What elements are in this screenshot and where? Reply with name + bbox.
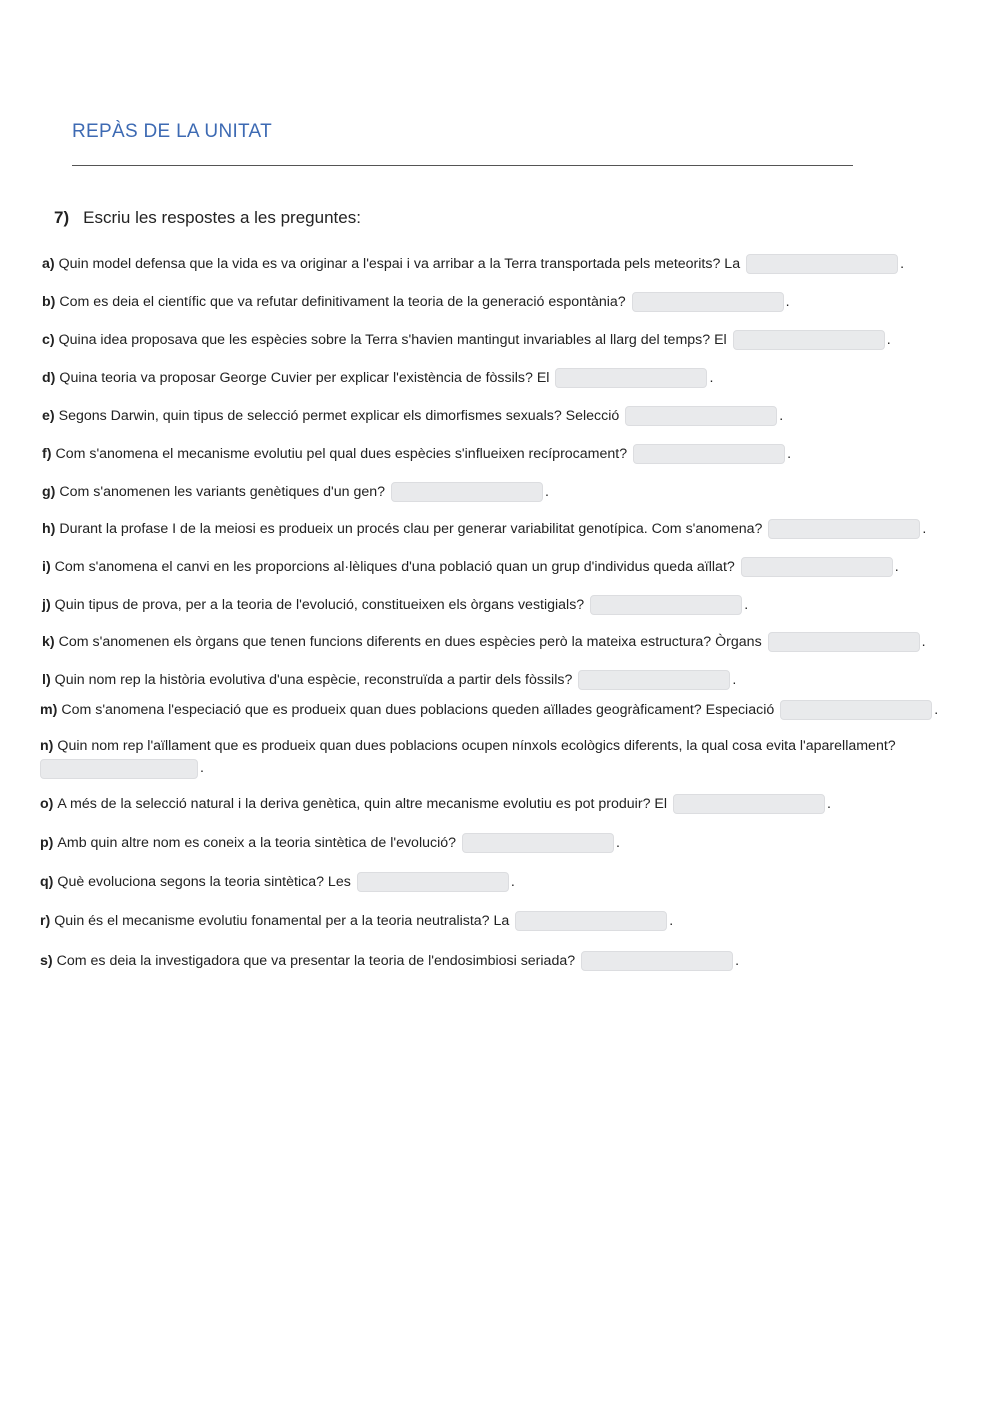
question-r (40, 911, 673, 931)
answer-input-p[interactable] (462, 833, 614, 853)
question-letter: b) (42, 294, 56, 310)
question-o (40, 794, 831, 814)
question-l (42, 670, 736, 690)
question-text: Què evoluciona segons la teoria sintètica? Les (57, 874, 351, 890)
question-c (42, 330, 891, 350)
question-i (42, 557, 899, 577)
question-text: A més de la selecció natural i la deriva genètica, quin altre mecanisme evolutiu es pot produir? El (57, 796, 668, 812)
question-text: Quin nom rep la història evolutiva d'una espècie, reconstruïda a partir dels fòssils? (54, 672, 573, 688)
question-text: Quin és el mecanisme evolutiu fonamental per a la teoria neutralista? La (54, 913, 510, 929)
question-letter: m) (40, 702, 58, 718)
answer-input-a[interactable] (746, 254, 898, 274)
question-text: Segons Darwin, quin tipus de selecció permet explicar els dimorfismes sexuals? Selecció (58, 408, 620, 424)
question-end: . (787, 446, 792, 462)
question-text: Com s'anomena el mecanisme evolutiu pel qual dues espècies s'influeixen recíprocament? (55, 446, 628, 462)
page-title: REPÀS DE LA UNITAT (72, 121, 273, 142)
question-end: . (616, 835, 620, 851)
answer-input-n[interactable] (40, 759, 198, 779)
question-text: Quin model defensa que la vida es va originar a l'espai i va arribar a la Terra transportada pels meteorits? La (58, 256, 741, 272)
question-letter: j) (42, 597, 51, 613)
question-letter: a) (42, 256, 55, 272)
question-text: Com s'anomenen les variants genètiques d'un gen? (59, 484, 386, 500)
answer-input-q[interactable] (357, 872, 509, 892)
question-k (42, 632, 926, 652)
question-m (40, 700, 938, 720)
answer-input-j[interactable] (590, 595, 742, 615)
question-end: . (921, 634, 926, 650)
question-j (42, 595, 748, 615)
question-text: Com s'anomenen els òrgans que tenen funcions diferents en dues espècies però la mateixa estructura? Òrgans (58, 634, 762, 650)
answer-input-d[interactable] (555, 368, 707, 388)
question-p (40, 833, 620, 853)
question-text: Com s'anomena el canvi en les proporcions al·lèliques d'una població quan un grup d'individus queda aïllat? (54, 559, 735, 575)
question-letter: i) (42, 559, 51, 575)
question-text: Amb quin altre nom es coneix a la teoria sintètica de l'evolució? (57, 835, 457, 851)
question-end: . (779, 408, 784, 424)
question-h (42, 519, 926, 539)
answer-input-l[interactable] (578, 670, 730, 690)
exercise-heading (54, 208, 361, 228)
question-text: Durant la profase I de la meiosi es produeix un procés clau per generar variabilitat genotípica. Com s'anomena? (59, 521, 763, 537)
question-letter: r) (40, 913, 51, 929)
question-end: . (735, 953, 740, 969)
question-text: Com es deia la investigadora que va presentar la teoria de l'endosimbiosi seriada? (56, 953, 576, 969)
answer-input-r[interactable] (515, 911, 667, 931)
answer-input-g[interactable] (391, 482, 543, 502)
question-letter: d) (42, 370, 56, 386)
question-end: . (894, 559, 899, 575)
question-b (42, 292, 790, 312)
question-end: . (886, 332, 891, 348)
question-e (42, 406, 783, 426)
question-s (40, 951, 739, 971)
question-letter: o) (40, 796, 54, 812)
question-end: . (200, 760, 204, 776)
answer-input-b[interactable] (632, 292, 784, 312)
answer-input-i[interactable] (741, 557, 893, 577)
question-end: . (510, 874, 515, 890)
question-f (42, 444, 791, 464)
answer-input-s[interactable] (581, 951, 733, 971)
answer-input-c[interactable] (733, 330, 885, 350)
question-end: . (669, 913, 674, 929)
question-end: . (732, 672, 737, 688)
exercise-number: 7) (54, 208, 70, 227)
question-d (42, 368, 713, 388)
question-letter: q) (40, 874, 54, 890)
answer-input-e[interactable] (625, 406, 777, 426)
question-letter: f) (42, 446, 52, 462)
answer-input-k[interactable] (768, 632, 920, 652)
question-text: Quin nom rep l'aïllament que es produeix quan dues poblacions ocupen nínxols ecològics diferents, la qual cosa evita l'aparellament? (57, 738, 896, 754)
question-end: . (827, 796, 831, 812)
question-end: . (785, 294, 790, 310)
question-end: . (709, 370, 714, 386)
question-letter: k) (42, 634, 55, 650)
question-letter: g) (42, 484, 56, 500)
question-text: Com s'anomena l'especiació que es produeix quan dues poblacions queden aïllades geogràficament? Especiació (61, 702, 775, 718)
question-end: . (922, 521, 927, 537)
question-text: Quin tipus de prova, per a la teoria de l'evolució, constitueixen els òrgans vestigials? (54, 597, 585, 613)
exercise-instruction: Escriu les respostes a les preguntes: (83, 208, 361, 227)
question-text: Quina idea proposava que les espècies sobre la Terra s'havien mantingut invariables al llarg del temps? El (58, 332, 727, 348)
question-n (40, 735, 965, 779)
answer-input-h[interactable] (768, 519, 920, 539)
question-letter: e) (42, 408, 55, 424)
question-letter: l) (42, 672, 51, 688)
question-end: . (934, 702, 939, 718)
question-end: . (744, 597, 749, 613)
question-q (40, 872, 515, 892)
answer-input-m[interactable] (780, 700, 932, 720)
question-letter: c) (42, 332, 55, 348)
question-end: . (545, 484, 549, 500)
answer-input-f[interactable] (633, 444, 785, 464)
question-g (42, 482, 549, 502)
answer-input-o[interactable] (673, 794, 825, 814)
question-letter: s) (40, 953, 53, 969)
question-text: Com es deia el científic que va refutar definitivament la teoria de la generació espontània? (59, 294, 626, 310)
question-letter: h) (42, 521, 56, 537)
question-letter: n) (40, 738, 54, 754)
title-underline (72, 165, 853, 166)
question-letter: p) (40, 835, 54, 851)
question-a (42, 254, 904, 274)
question-end: . (900, 256, 905, 272)
question-text: Quina teoria va proposar George Cuvier per explicar l'existència de fòssils? El (59, 370, 550, 386)
